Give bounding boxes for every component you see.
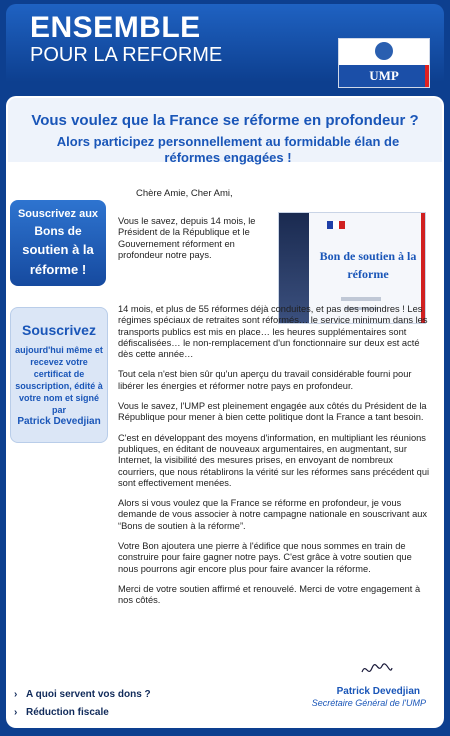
tree-icon (375, 42, 393, 60)
campaign-title: ENSEMBLE (30, 11, 201, 44)
letter-paragraph: Vous le savez, depuis 14 mois, le Président de la République et le Gouvernement réforment en profondeur notre pays. (118, 216, 256, 260)
ump-logo-stripe (425, 65, 429, 87)
handwritten-signature-icon (360, 660, 394, 680)
letter-paragraph: Vous le savez, l'UMP est pleinement engagée aux côtés du Président de la République pour mener à bien cette politique dont la France a tant besoin. (118, 401, 427, 423)
arrow-right-icon: › (14, 707, 18, 718)
subscribe-info-text: aujourd'hui même et recevez votre certificat de souscription, édité à votre nom et signé par (15, 345, 103, 415)
letter-paragraph: Alors si vous voulez que la France se réforme en profondeur, je vous demande de vous associer à notre campagne nationale en souscrivant aux “Bons de soutien à la réforme”. (118, 498, 428, 531)
headline-question: Vous voulez que la France se réforme en profondeur ? (31, 112, 419, 129)
letter-paragraph: C'est en développant des moyens d'information, en multipliant les réunions publiques, en éditant de nouveaux argumentaires, en augmentant, sur Internet, la visibilité des mesures prises, en envoyant de nombreux courriers, que nous rétablirons la vérité sur les réformes sans précédent qui sont effectivement menées. (118, 432, 430, 488)
subscribe-bons-button[interactable] (10, 200, 106, 286)
subscribe-info-signer: Patrick Devedjian (17, 416, 101, 427)
letter-greeting: Chère Amie, Cher Ami, (136, 188, 233, 199)
bon-title: Bon de soutien à la réforme (319, 249, 417, 281)
ump-logo[interactable] (338, 38, 430, 88)
signatory-role: Secrétaire Général de l'UMP (311, 698, 426, 708)
headline-call: Alors participez personnellement au formidable élan de réformes engagées ! (56, 134, 400, 165)
signatory-name: Patrick Devedjian (336, 686, 420, 697)
subscribe-button-line1: Souscrivez aux (17, 208, 99, 220)
header-banner (6, 4, 444, 82)
arrow-right-icon: › (14, 689, 18, 700)
subscribe-button-line4: réforme ! (29, 262, 87, 277)
letter-paragraph: 14 mois, et plus de 55 réformes déjà conduites, et pas des moindres ! Les régimes spéciaux de retraites sont réformés… le service minimum dans les transports publics est mis en place… les heures supplémentaires sont défiscalisées… le non-remplacement d'un fonctionnaire sur deux est acté dès cette année… (118, 304, 428, 360)
letter-paragraph: Votre Bon ajoutera une pierre à l'édifice que nous sommes en train de construire pour faire gagner notre pays. C'est grâce à votre soutien que nous pourrons agir encore plus pour faire avancer la réforme. (118, 541, 412, 574)
link-label: Réduction fiscale (26, 707, 109, 718)
ump-logo-text: UMP (339, 65, 429, 87)
headline-box (8, 98, 442, 165)
link-tax-reduction[interactable] (8, 705, 166, 721)
letter-body (118, 186, 430, 616)
subscribe-button-line2: Bons de (34, 224, 82, 238)
subscribe-button-line3: soutien à la (22, 242, 94, 257)
link-label: A quoi servent vos dons ? (26, 689, 151, 700)
letter-paragraph: Tout cela n'est bien sûr qu'un aperçu du travail considérable fourni pour libérer les énergies et réformer notre pays en profondeur. (118, 369, 412, 391)
letter-paragraph: Merci de votre soutien affirmé et renouvelé. Merci de votre engagement à nos côtés. (118, 583, 421, 606)
campaign-subtitle: POUR LA REFORME (30, 44, 223, 66)
subscribe-info-title: Souscrivez (22, 322, 96, 338)
subscribe-info-box[interactable] (10, 307, 108, 443)
link-use-of-donations[interactable] (8, 687, 166, 703)
